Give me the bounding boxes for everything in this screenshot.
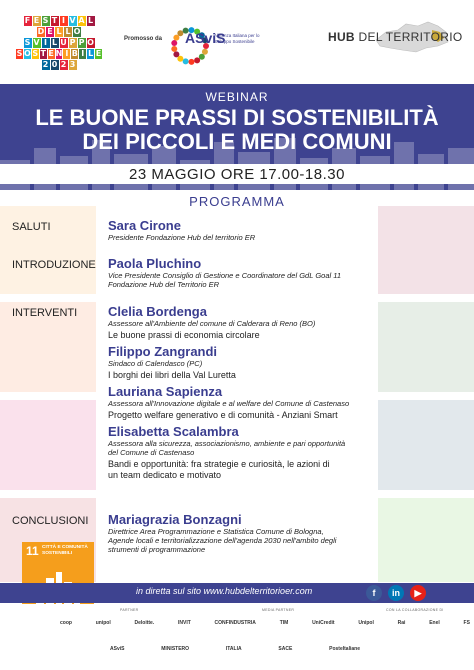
speaker-name: Lauriana Sapienza: [108, 384, 223, 399]
row-label: INTERVENTI: [12, 307, 78, 319]
promosso-label: Promosso da: [124, 36, 163, 42]
festival-logo: [16, 16, 102, 71]
festival-letter: U: [60, 38, 67, 47]
festival-letter: T: [51, 16, 58, 25]
sponsor-logo: MINISTERO: [161, 646, 190, 652]
programma-heading: PROGRAMMA: [189, 194, 285, 209]
partner-caption: PARTNER: [120, 608, 139, 612]
speaker-role: Direttrice Area Programmazione e Statistica Comune di Bologna,: [108, 527, 324, 536]
festival-row: [16, 60, 102, 70]
speaker-role: Presidente Fondazione Hub del territorio ER: [108, 233, 256, 242]
sponsor-logo: PosteItaliane: [329, 646, 360, 652]
festival-letter: I: [42, 38, 50, 48]
sponsor-logo: Rai: [397, 620, 406, 626]
festival-row: [16, 16, 102, 26]
linkedin-icon[interactable]: in: [388, 585, 404, 601]
festival-letter: E: [48, 49, 54, 58]
speaker-name: Sara Cirone: [108, 218, 181, 233]
speaker-block: [108, 384, 466, 421]
youtube-icon[interactable]: ▶: [410, 585, 426, 601]
program-section: [0, 190, 474, 582]
talk-title: Bandi e opportunità: fra strategie e curiosità, le azioni di: [108, 459, 330, 469]
asvis-ring-dot: [183, 58, 189, 64]
speaker-role: Assessore all'Ambiente del comune di Calderara di Reno (BO): [108, 319, 316, 328]
festival-letter: L: [51, 38, 58, 47]
speaker-name: Mariagrazia Bonzagni: [108, 512, 242, 527]
row-body: [108, 218, 466, 242]
festival-letter: O: [23, 49, 31, 58]
festival-letter: A: [78, 16, 85, 25]
sponsor-logo: CONFINDUSTRIA: [214, 620, 256, 626]
asvis-ring-dot: [171, 46, 177, 52]
event-title-line1: LE BUONE PRASSI DI SOSTENIBILITÀ: [35, 105, 439, 130]
sponsor-logo: Enel: [429, 620, 440, 626]
festival-letter: L: [65, 27, 71, 36]
speaker-role: strumenti di programmazione: [108, 545, 206, 554]
festival-letter: E: [95, 49, 102, 58]
facebook-icon[interactable]: f: [366, 585, 382, 601]
sponsor-logo: Unipol: [358, 620, 374, 626]
festival-letter: P: [78, 38, 85, 47]
speaker-name: Filippo Zangrandi: [108, 344, 218, 359]
festival-letter: D: [37, 27, 45, 36]
speaker-role: Vice Presidente Consiglio di Gestione e Coordinatore del GdL Goal 11: [108, 271, 342, 280]
row-body: [108, 512, 466, 554]
media-partner-caption: MEDIA PARTNER: [262, 608, 295, 612]
sdg-number: 11: [26, 544, 39, 558]
festival-letter: 2: [60, 60, 67, 69]
live-link-text[interactable]: in diretta sul sito www.hubdelterritorioer.com: [136, 586, 313, 596]
speaker-name: Paola Pluchino: [108, 256, 202, 271]
festival-letter: S: [24, 38, 31, 47]
speaker-role: del Comune di Castenaso: [108, 448, 195, 457]
festival-letter: 0: [51, 60, 58, 69]
hub-light: DEL TERRITORIO: [358, 30, 463, 44]
festival-letter: B: [71, 49, 78, 58]
speaker-block: [108, 344, 466, 381]
speaker-role: Sindaco di Calendasco (PC): [108, 359, 203, 368]
talk-title: Progetto welfare generativo e di comunità - Anziani Smart: [108, 410, 338, 420]
festival-letter: I: [60, 16, 68, 26]
festival-letter: I: [81, 49, 85, 58]
sponsor-logo: TIM: [279, 620, 289, 626]
festival-row: [16, 49, 102, 59]
festival-letter: O: [73, 27, 81, 36]
festival-letter: S: [16, 49, 23, 58]
festival-row: [16, 38, 102, 48]
festival-letter: L: [88, 49, 94, 58]
talk-title: un team dedicato e motivato: [108, 470, 222, 480]
sponsor-logo: INVIT: [177, 620, 191, 626]
asvis-subtitle: Alleanza Italiana per lo Sviluppo Sostenibile: [214, 33, 260, 44]
festival-letter: V: [33, 38, 40, 47]
sponsors-area: [0, 604, 474, 670]
asvis-ring-dot: [177, 30, 183, 36]
festival-letter: E: [33, 16, 40, 25]
festival-letter: T: [40, 49, 46, 58]
sponsor-logo: ITALIA: [225, 646, 242, 652]
speaker-block: [108, 424, 466, 481]
hub-logo: [328, 30, 463, 44]
sponsor-logos-row1: [60, 620, 470, 626]
sponsor-logo: SACE: [278, 646, 293, 652]
sponsor-logo: coop: [60, 620, 72, 626]
festival-letter: 2: [42, 60, 49, 69]
talk-title: I borghi dei libri della Val Luretta: [108, 370, 236, 380]
sponsor-logo: Deloitte.: [134, 620, 155, 626]
asvis-ring-dot: [188, 59, 194, 65]
festival-letter: 3: [69, 60, 76, 69]
asvis-ring-dot: [202, 49, 208, 55]
sponsor-logo: FS: [463, 620, 470, 626]
festival-letter: N: [55, 49, 63, 58]
festival-letter: S: [32, 49, 39, 58]
festival-letter: V: [69, 16, 76, 25]
sdg-label: CITTÀ E COMUNITÀ SOSTENIBILI: [42, 545, 88, 556]
speaker-name: Clelia Bordenga: [108, 304, 207, 319]
festival-letter: L: [56, 27, 62, 36]
event-title: [0, 106, 474, 154]
live-bar: [0, 583, 474, 603]
festival-letter: L: [87, 16, 94, 25]
webinar-label: WEBINAR: [205, 90, 269, 104]
header: [0, 0, 474, 84]
asvis-ring-dot: [173, 51, 179, 57]
festival-letter: I: [65, 49, 69, 58]
asvis-ring-dot: [194, 57, 200, 63]
sponsor-logo: ASviS: [110, 646, 125, 652]
speaker-role: Assessora alla sicurezza, associazionismo, ambiente e pari opportunità: [108, 439, 346, 448]
hub-bold: HUB: [328, 30, 355, 44]
festival-letter: P: [69, 38, 76, 47]
asvis-ring-dot: [171, 40, 177, 46]
talk-title: Le buone prassi di economia circolare: [108, 330, 260, 340]
speaker-block: [108, 304, 466, 341]
row-label: SALUTI: [12, 221, 51, 233]
speaker-role: Agende locali e territorializzazione dell'agenda 2030 nell'ambito degli: [108, 536, 337, 545]
sponsor-logos-row2: [110, 646, 360, 652]
festival-letter: F: [24, 16, 31, 25]
collaboration-caption: CON LA COLLABORAZIONE DI: [386, 608, 444, 612]
event-title-line2: DEI PICCOLI E MEDI COMUNI: [82, 129, 392, 154]
event-date: 23 MAGGIO ORE 17.00-18.30: [129, 166, 345, 183]
speaker-role: Fondazione Hub del Territorio ER: [108, 280, 220, 289]
festival-letter: O: [87, 38, 94, 47]
row-label: CONCLUSIONI: [12, 515, 89, 527]
speaker-name: Elisabetta Scalambra: [108, 424, 239, 439]
festival-row: [16, 27, 102, 37]
row-body: [108, 256, 466, 289]
speaker-role: Assessora all'Innovazione digitale e al welfare del Comune di Castenaso: [108, 399, 350, 408]
row-body: [108, 304, 466, 481]
sponsor-logo: UniCredit: [312, 620, 335, 626]
row-label: INTRODUZIONE: [12, 259, 96, 271]
asvis-logo-text: ASviS: [185, 30, 226, 46]
festival-letter: E: [47, 27, 53, 36]
sponsor-logo: unipol: [95, 620, 111, 626]
festival-letter: S: [42, 16, 49, 25]
